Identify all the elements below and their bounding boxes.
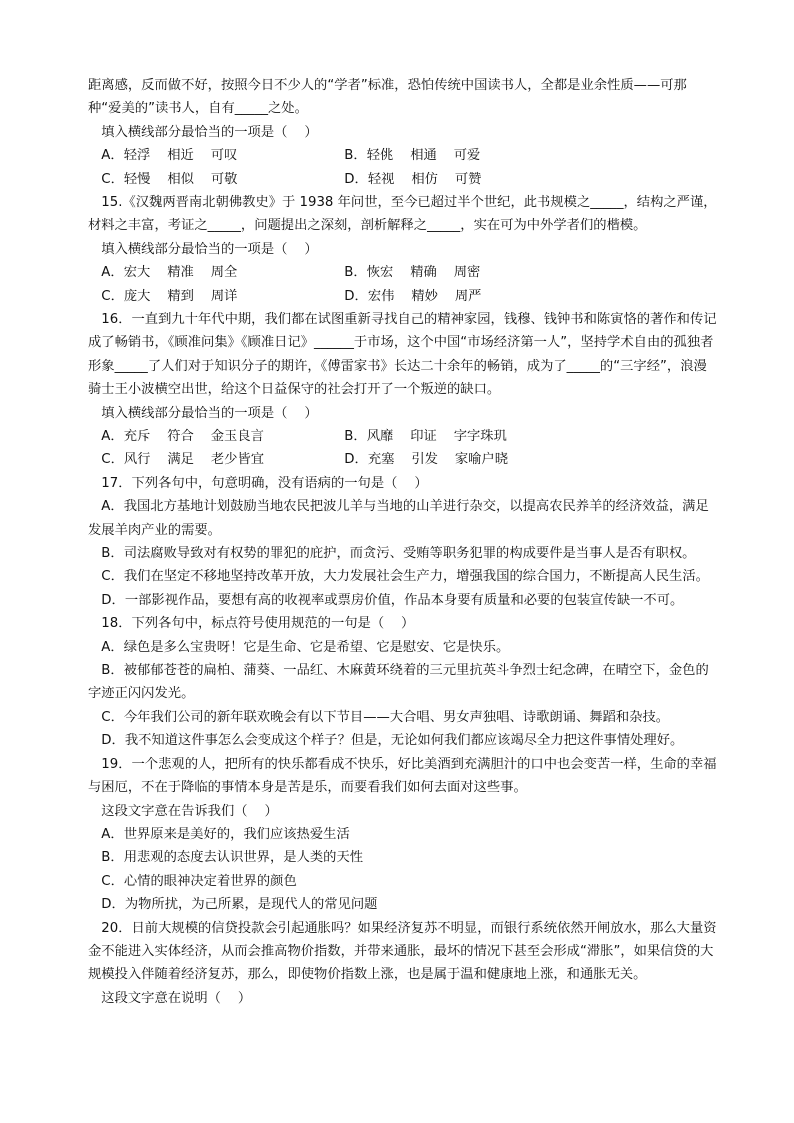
q19-prompt: 这段文字意在告诉我们（ ） [101, 803, 278, 819]
q17-option-d: D．一部影视作品，要想有高的收视率或票房价值，作品本身要有质量和必要的包装宣传缺一不可。 [101, 592, 684, 608]
q19-stem: 19．一个悲观的人，把所有的快乐都看成不快乐，好比美酒到充满胆汁的口中也会变苦一样，生命的幸福与困厄，不在于降临的事情本身是苦是乐，而要看我们如何去面对这些事。 [88, 756, 717, 796]
option-d: D．轻视 相仿 可赞 [344, 171, 482, 187]
q20-prompt: 这段文字意在说明（ ） [101, 990, 252, 1006]
option-b: B．轻佻 相通 可爱 [344, 148, 481, 164]
option-d: D．充塞 引发 家喻户晓 [344, 452, 509, 468]
option-c: C．风行 满足 老少皆宜 [101, 452, 265, 468]
option-a: A．充斥 符合 金玉良言 [101, 429, 264, 445]
q18-stem: 18．下列各句中，标点符号使用规范的一句是（ ） [101, 616, 415, 632]
q19-option-c: C．心情的眼神决定着世界的颜色 [101, 873, 297, 889]
q16-options-row-2 [88, 448, 720, 471]
q18-option-a: A．绿色是多么宝贵呀！它是生命、它是希望、它是慰安、它是快乐。 [101, 639, 510, 655]
intro-passage: 距离感，反而做不好，按照今日不少人的“学者”标准，恐怕传统中国读书人，全都是业余性质——可那种“爱美的”读书人，自有_____之处。 [88, 78, 687, 117]
q15-options-row-1 [88, 261, 720, 284]
option-b: B．恢宏 精确 周密 [344, 265, 481, 281]
q16-prompt: 填入横线部分最恰当的一项是（ ） [101, 405, 318, 421]
q15-options-row-2 [88, 285, 720, 308]
q17-option-a: A．我国北方基地计划鼓励当地农民把波儿羊与当地的山羊进行杂交，以提高农民养羊的经济效益，满足发展羊肉产业的需要。 [88, 499, 709, 538]
option-c: C．轻慢 相似 可敬 [101, 171, 238, 187]
q17-stem: 17．下列各句中，句意明确，没有语病的一句是（ ） [101, 475, 428, 491]
option-c: C．庞大 精到 周详 [101, 288, 238, 304]
q17-option-c: C．我们在坚定不移地坚持改革开放，大力发展社会生产力，增强我国的综合国力，不断提高人民生活。 [101, 569, 709, 585]
q16-options-row-1 [88, 425, 720, 448]
option-a: A．轻浮 相近 可叹 [101, 148, 238, 164]
option-a: A．宏大 精准 周全 [101, 265, 238, 281]
q17-option-b: B．司法腐败导致对有权势的罪犯的庇护，而贪污、受贿等职务犯罪的构成要件是当事人是否有职权。 [101, 546, 696, 562]
q20-stem: 20．日前大规模的信贷投款会引起通胀吗？如果经济复苏不明显，而银行系统依然开闸放水，那么大量资金不能进入实体经济，从而会推高物价指数，并带来通胀，最坏的情况下甚至会形成“滞胀”，如果信贷的大规模投入伴随着经济复苏，那么，即使物价指数上涨，也是属于温和健康地上涨，和通胀无关。 [88, 920, 717, 983]
q16-stem: 16．一直到九十年代中期，我们都在试图重新寻找自己的精神家园，钱穆、钱钟书和陈寅恪的著作和传记成了畅销书，《顾准问集》《顾准日记》______于市场，这个中国“市场经济第一人”，坚持学术自由的孤独者形象_____了人们对于知识分子的期许，《傅雷家书》长达二十余年的畅销，成为了_____的“三字经”，浪漫骑士王小波横空出世，给这个日益保守的社会打开了一个叛逆的缺口。 [88, 312, 717, 398]
q15-stem: 15.《汉魏两晋南北朝佛教史》于 1938 年问世，至今已超过半个世纪，此书规模之_____，结构之严谨，材料之丰富，考证之_____，问题提出之深刻，剖析解释之_____，实在可为中外学者们的楷模。 [88, 195, 717, 234]
q19-option-b: B．用悲观的态度去认识世界，是人类的天性 [101, 850, 364, 866]
exam-page [88, 74, 720, 1010]
q18-option-d: D．我不知道这件事怎么会变成这个样子？但是，无论如何我们都应该竭尽全力把这件事情处理好。 [101, 733, 684, 749]
option-d: D．宏伟 精妙 周严 [344, 288, 482, 304]
q19-option-a: A．世界原来是美好的，我们应该热爱生活 [101, 826, 350, 842]
option-b: B．风靡 印证 字字珠玑 [344, 429, 507, 445]
intro-prompt: 填入横线部分最恰当的一项是（ ） [101, 124, 318, 140]
intro-options-row-1 [88, 144, 720, 167]
q19-option-d: D．为物所扰，为己所累，是现代人的常见问题 [101, 897, 378, 913]
q18-option-c: C．今年我们公司的新年联欢晚会有以下节目——大合唱、男女声独唱、诗歌朗诵、舞蹈和杂技。 [101, 709, 670, 725]
intro-options-row-2 [88, 168, 720, 191]
q18-option-b: B．被郁郁苍苍的扁柏、蒲葵、一品红、木麻黄环绕着的三元里抗英斗争烈士纪念碑，在晴空下，金色的字迹正闪闪发光。 [88, 663, 709, 702]
q15-prompt: 填入横线部分最恰当的一项是（ ） [101, 241, 318, 257]
